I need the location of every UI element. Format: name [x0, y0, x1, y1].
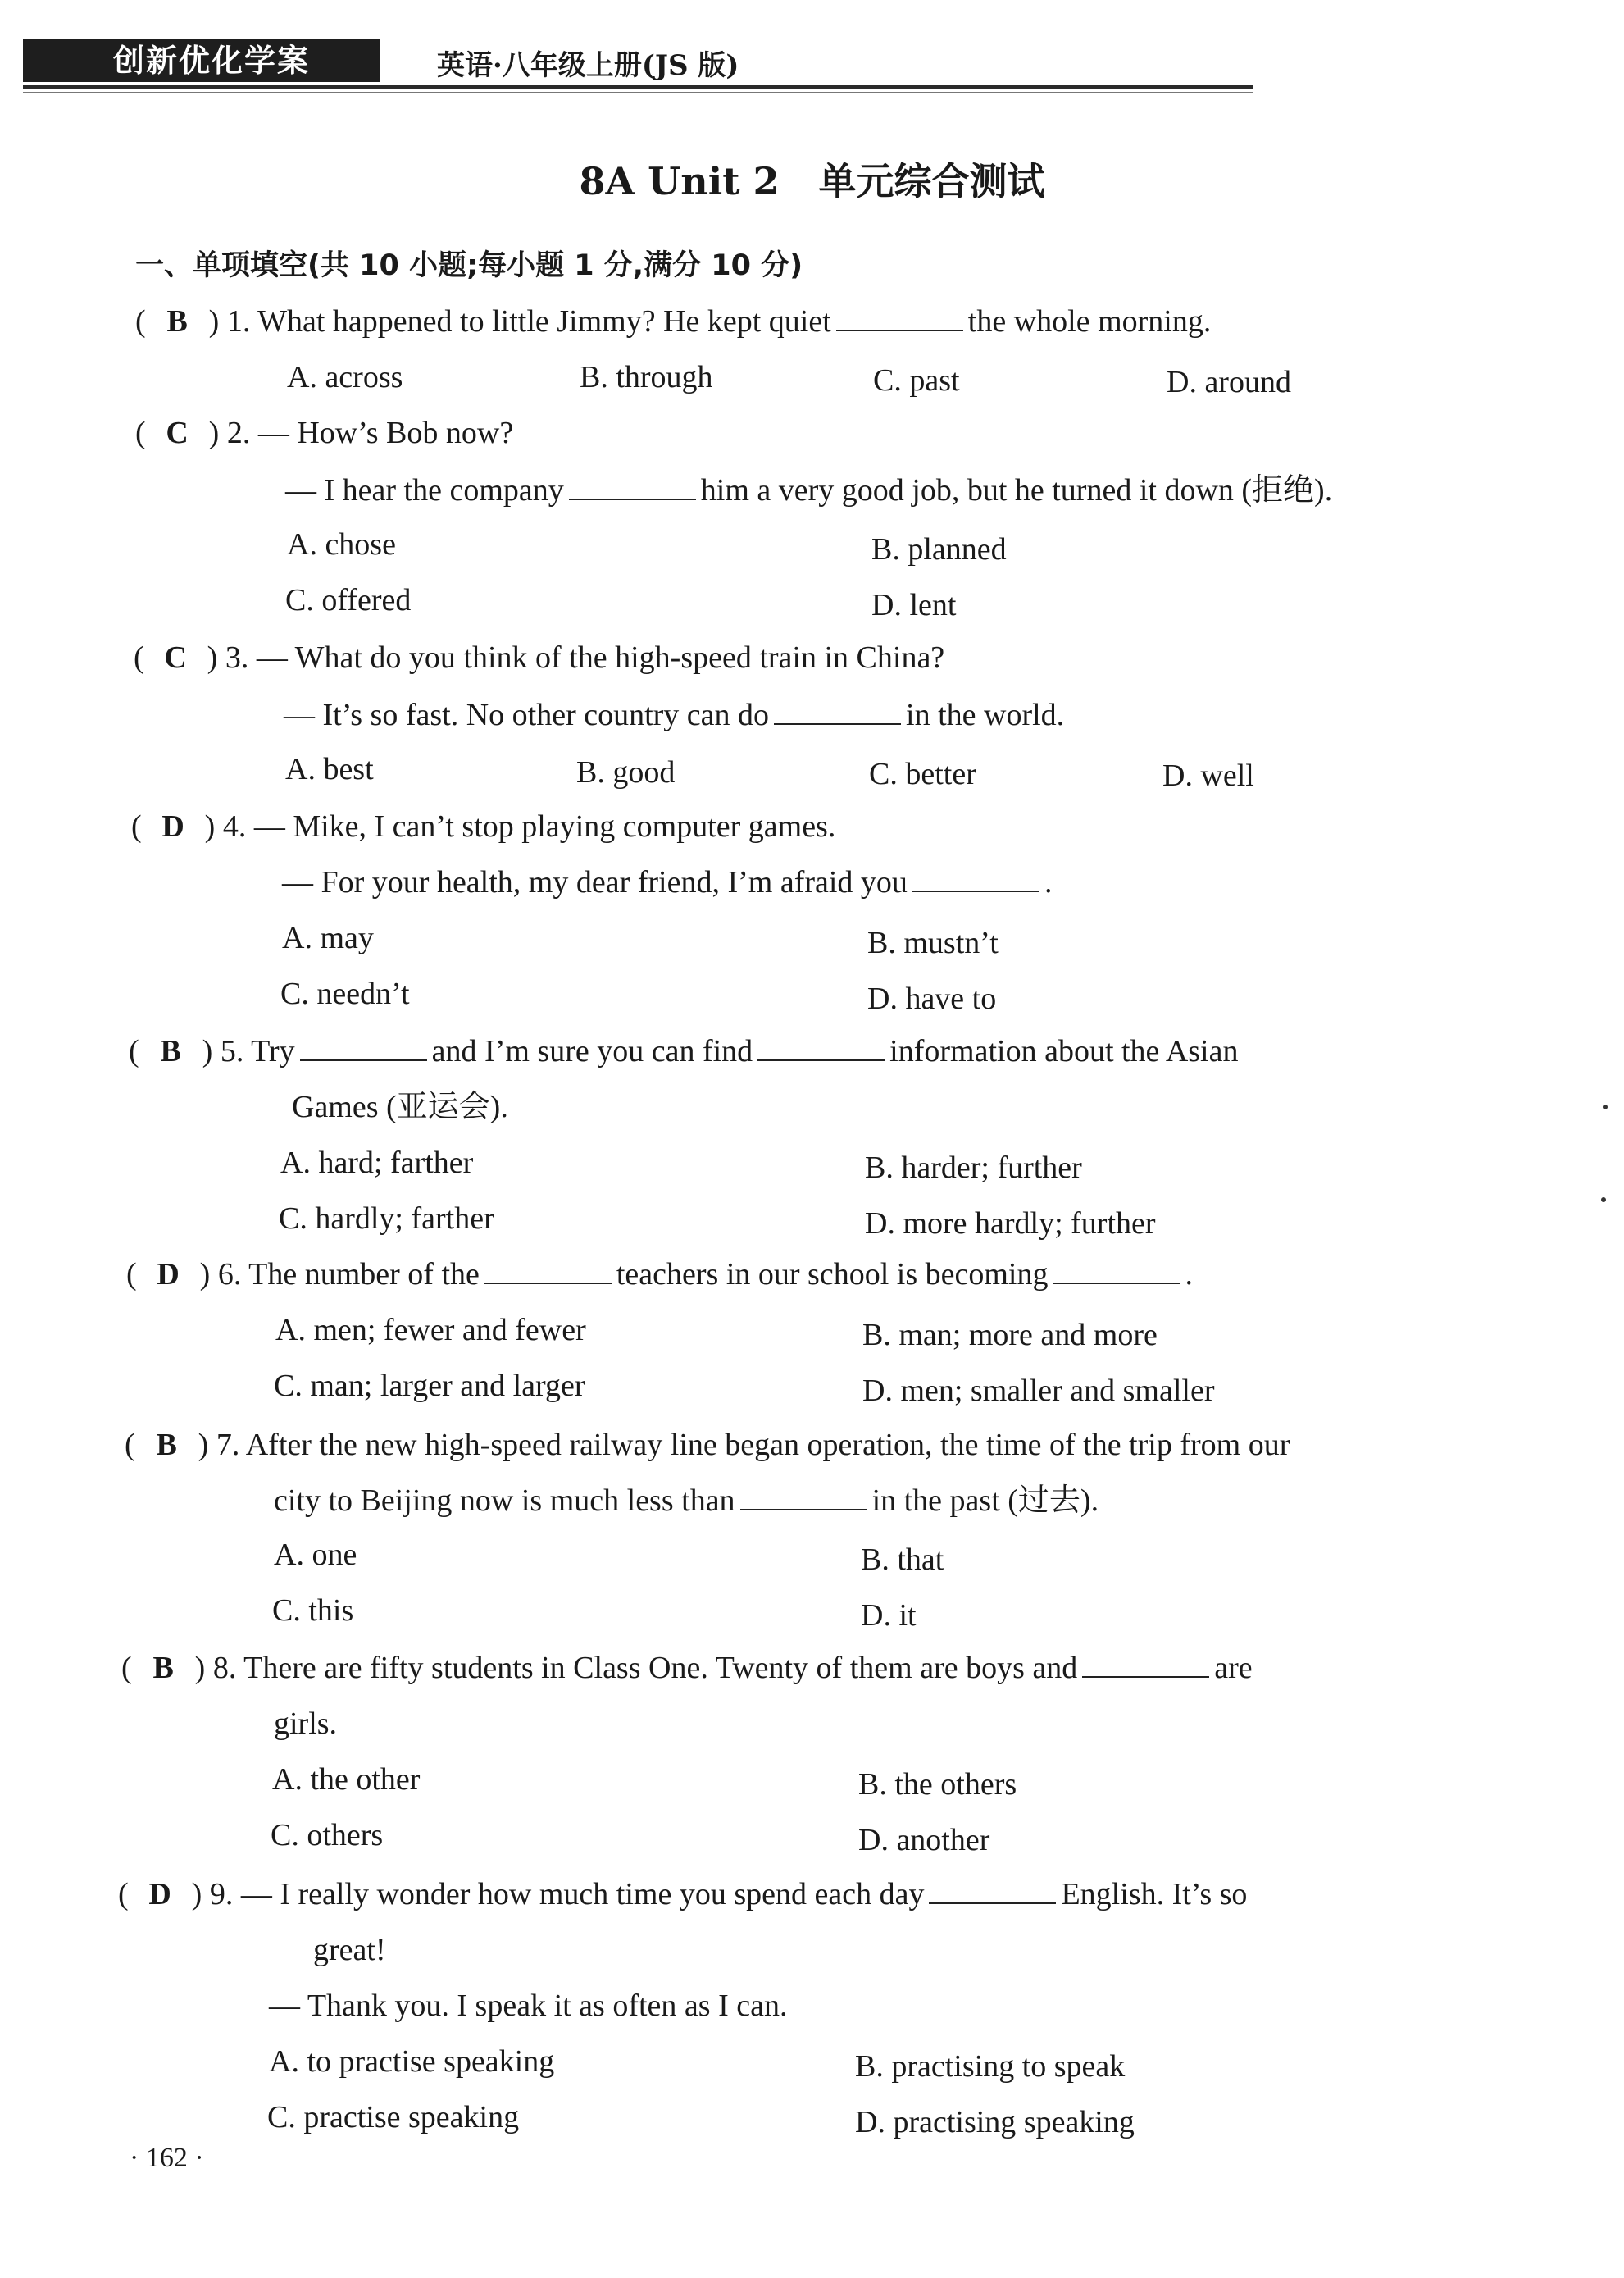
- page-header: [23, 39, 1253, 90]
- option: A. men; fewer and fewer: [275, 1313, 586, 1347]
- page-number: · 162 ·: [130, 2143, 204, 2173]
- option: C. man; larger and larger: [274, 1369, 585, 1403]
- option: A. may: [282, 921, 374, 955]
- series-brand: 创新优化学案: [23, 39, 380, 82]
- option: C. hardly; farther: [279, 1201, 494, 1236]
- option: C. needn’t: [280, 977, 410, 1011]
- question-8-line-2: girls.: [274, 1706, 338, 1741]
- question-9-line-3: — Thank you. I speak it as often as I can.: [269, 1989, 788, 2023]
- question-1-answer: B: [166, 304, 188, 339]
- question-7-line-1: ( B ) 7. After the new high-speed railway line began operation, the time of the trip from our: [125, 1428, 1290, 1462]
- answer-blank: [836, 302, 963, 331]
- option: C. past: [873, 363, 960, 398]
- option: D. well: [1162, 759, 1254, 793]
- header-rule-thin: [23, 92, 1253, 93]
- option: B. harder; further: [865, 1150, 1082, 1185]
- header-rule: [23, 85, 1253, 89]
- option: B. man; more and more: [862, 1318, 1158, 1352]
- question-2-line-2: — I hear the company him a very good job, but he turned it down (拒绝).: [285, 471, 1332, 510]
- book-title: 英语·八年级上册(JS 版): [437, 49, 739, 82]
- option: D. practising speaking: [855, 2105, 1135, 2139]
- option: B. mustn’t: [867, 926, 999, 960]
- question-6-line-1: ( D ) 6. The number of the teachers in our school is becoming .: [126, 1255, 1193, 1294]
- option: A. to practise speaking: [269, 2044, 555, 2079]
- question-1-line-1: ( B ) 1. What happened to little Jimmy? He kept quiet the whole morning.: [135, 302, 1211, 341]
- option: C. others: [271, 1818, 384, 1852]
- option: D. it: [861, 1598, 917, 1633]
- question-9-line-2: great!: [313, 1933, 386, 1967]
- option: A. the other: [272, 1762, 421, 1797]
- question-3-line-1: ( C ) 3. — What do you think of the high-speed train in China?: [134, 640, 945, 675]
- option: B. the others: [858, 1767, 1017, 1802]
- margin-mark: [1603, 1105, 1608, 1109]
- option: D. lent: [871, 588, 957, 622]
- option: C. better: [869, 757, 976, 791]
- option: D. another: [858, 1823, 990, 1857]
- question-3-line-2: — It’s so fast. No other country can do in the world.: [284, 695, 1064, 735]
- option: B. planned: [871, 532, 1007, 567]
- option: B. practising to speak: [855, 2049, 1126, 2084]
- option: A. chose: [287, 527, 396, 562]
- question-5-line-2: Games (亚运会).: [292, 1090, 508, 1124]
- question-7-line-2: city to Beijing now is much less than in the past (过去).: [274, 1481, 1099, 1520]
- option: B. through: [580, 360, 713, 394]
- question-9-line-1: ( D ) 9. — I really wonder how much time you spend each day English. It’s so: [118, 1875, 1247, 1914]
- option: C. offered: [285, 583, 412, 617]
- section-heading: 一、单项填空(共 10 小题;每小题 1 分,满分 10 分): [135, 249, 803, 282]
- option: C. practise speaking: [267, 2100, 520, 2134]
- option: A. hard; farther: [280, 1146, 474, 1180]
- question-5-line-1: ( B ) 5. Try and I’m sure you can find information about the Asian: [129, 1032, 1238, 1071]
- page-title: 8A Unit 2 单元综合测试: [579, 159, 1045, 203]
- option: D. men; smaller and smaller: [862, 1374, 1215, 1408]
- option: B. that: [861, 1542, 944, 1577]
- question-4-line-1: ( D ) 4. — Mike, I can’t stop playing computer games.: [131, 809, 836, 844]
- question-8-line-1: ( B ) 8. There are fifty students in Class One. Twenty of them are boys and are: [121, 1648, 1253, 1688]
- option: A. across: [287, 360, 403, 394]
- option: A. best: [285, 752, 374, 786]
- option: D. have to: [867, 982, 997, 1016]
- option: C. this: [272, 1593, 354, 1628]
- question-2-line-1: ( C ) 2. — How’s Bob now?: [135, 416, 514, 450]
- margin-mark: [1601, 1197, 1606, 1202]
- option: B. good: [576, 755, 676, 790]
- option: D. around: [1167, 365, 1291, 399]
- option: D. more hardly; further: [865, 1206, 1156, 1241]
- question-4-line-2: — For your health, my dear friend, I’m afraid you .: [282, 863, 1052, 902]
- option: A. one: [274, 1538, 357, 1572]
